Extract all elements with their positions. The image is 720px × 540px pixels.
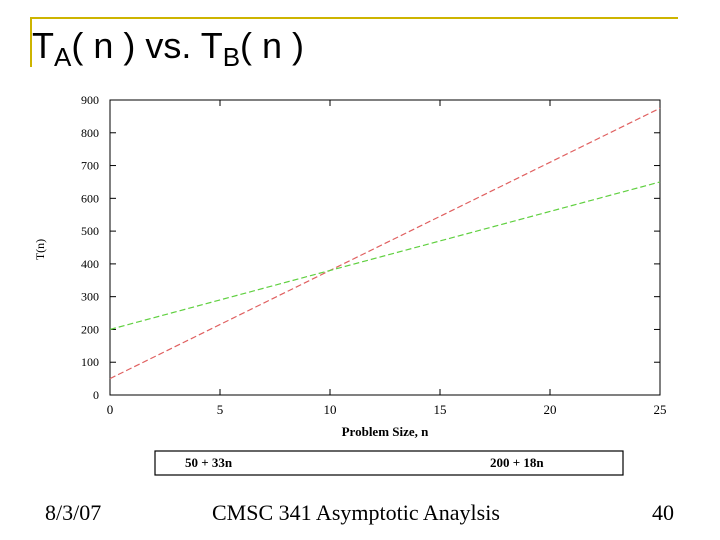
y-tick-label: 900 — [81, 93, 99, 107]
series-line-1 — [110, 108, 660, 378]
title-part-2: ( n ) vs. T — [71, 25, 223, 66]
title-part-1: T — [32, 25, 54, 66]
y-tick-label: 500 — [81, 224, 99, 239]
title-part-3: ( n ) — [240, 25, 305, 66]
y-tick-label: 800 — [81, 125, 99, 140]
legend-entry-1: 50 + 33n — [185, 455, 233, 470]
y-tick-label: 300 — [81, 289, 99, 304]
title-sub-b: B — [222, 42, 241, 72]
x-tick-label: 25 — [653, 402, 667, 417]
y-tick-label: 700 — [81, 158, 99, 173]
x-tick-label: 10 — [323, 402, 337, 417]
footer-page-number: 40 — [652, 500, 674, 525]
y-tick-label: 0 — [93, 388, 99, 402]
y-tick-label: 200 — [81, 322, 99, 337]
x-tick-label: 5 — [216, 402, 224, 417]
plot-area-frame — [110, 100, 660, 395]
y-tick-label: 600 — [81, 191, 99, 206]
legend-entry-2: 200 + 18n — [490, 455, 544, 470]
series-line-2 — [110, 182, 660, 330]
x-tick-label: 0 — [106, 402, 114, 417]
y-tick-label: 100 — [81, 355, 99, 370]
title-sub-a: A — [54, 42, 72, 72]
footer-course-title: CMSC 341 Asymptotic Anaylsis — [212, 500, 500, 525]
x-tick-label: 20 — [543, 402, 557, 417]
y-axis-label: T(n) — [33, 238, 47, 261]
y-tick-label: 400 — [81, 256, 99, 271]
footer-date: 8/3/07 — [45, 500, 102, 525]
x-tick-label: 15 — [433, 402, 447, 417]
x-axis-label: Problem Size, n — [341, 424, 429, 439]
